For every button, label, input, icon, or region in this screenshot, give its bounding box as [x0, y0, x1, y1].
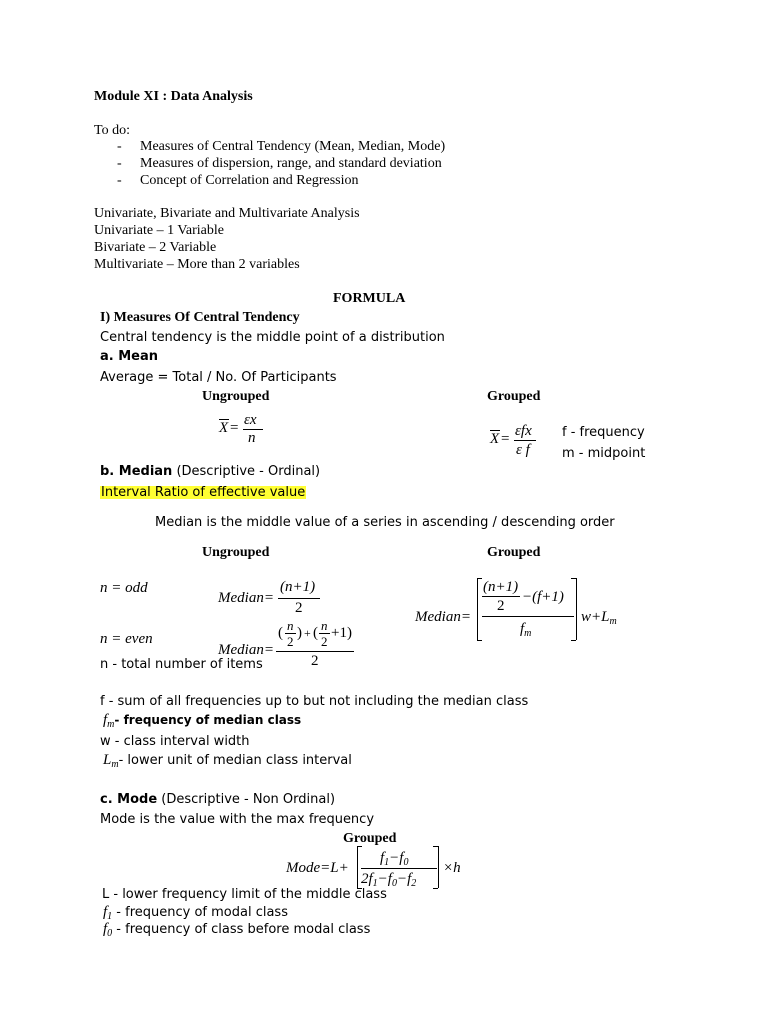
formula-tail: ×h — [443, 860, 461, 876]
median-word: Median= — [218, 590, 274, 606]
section-title: I) Measures Of Central Tendency — [100, 310, 300, 325]
formula-subscript: 0 — [403, 857, 409, 868]
formula-operator: = — [230, 420, 239, 436]
median-word: Median= — [415, 609, 471, 625]
n-even-label: n = even — [100, 631, 153, 647]
l-note: L - lower frequency limit of the middle class — [102, 887, 387, 902]
legend-frequency: f - frequency — [562, 425, 645, 440]
formula-numerator: n — [321, 618, 328, 633]
formula-numerator: n — [287, 618, 294, 633]
formula-denominator: 2 — [287, 634, 294, 649]
formula-denominator: ε f — [516, 442, 530, 458]
formula-symbol: f — [380, 850, 385, 866]
median-grouped-label: Grouped — [487, 545, 541, 560]
todo-bullet: - — [117, 139, 122, 154]
paren: ( — [278, 625, 283, 641]
analysis-heading: Univariate, Bivariate and Multivariate Analysis — [94, 206, 360, 221]
formula-subscript: 0 — [107, 928, 113, 939]
mode-title: c. Mode — [100, 792, 158, 807]
formula-subscript: 1 — [372, 878, 378, 889]
analysis-line: Univariate – 1 Variable — [94, 223, 224, 238]
bracket-right-bottom — [433, 888, 438, 889]
formula-operator: = — [501, 431, 510, 447]
n-odd-label: n = odd — [100, 580, 148, 596]
bracket-right-top — [571, 578, 576, 579]
formula-symbol: −f — [396, 871, 412, 887]
f0-note: - frequency of class before modal class — [112, 922, 371, 937]
fm-note: - frequency of median class — [114, 713, 302, 727]
paren: ( — [313, 625, 318, 641]
median-ungrouped-label: Ungrouped — [202, 545, 270, 560]
formula-lhs: Mode=L+ — [286, 860, 349, 876]
fraction-bar — [482, 596, 520, 597]
fraction-bar — [514, 440, 536, 441]
section-description: Central tendency is the middle point of a distribution — [100, 330, 445, 345]
f0-note-line — [103, 921, 370, 939]
analysis-line: Multivariate – More than 2 variables — [94, 257, 300, 272]
bracket-left-top — [477, 578, 482, 579]
bracket-right — [438, 846, 439, 888]
mean-description: Average = Total / No. Of Participants — [100, 370, 337, 385]
formula-numerator — [380, 851, 408, 868]
formula-denominator: 2 — [295, 600, 303, 616]
formula-symbol: f — [103, 921, 108, 937]
fraction-bar — [361, 868, 437, 869]
formula-numerator: (n+1) — [280, 579, 316, 595]
mode-description: Mode is the value with the max frequency — [100, 812, 375, 827]
lm-note: - lower unit of median class interval — [118, 753, 352, 768]
mean-grouped-label: Grouped — [487, 389, 541, 404]
f1-note: - frequency of modal class — [112, 905, 288, 920]
lm-note-line — [103, 752, 352, 770]
mode-grouped-label: Grouped — [343, 831, 397, 846]
formula-title: FORMULA — [333, 291, 406, 306]
fraction-bar — [276, 651, 354, 652]
formula-symbol: L — [103, 752, 112, 768]
formula-symbol: −f — [389, 850, 404, 866]
formula-symbol: f — [103, 904, 108, 920]
f1-note-line — [103, 904, 288, 922]
n-note: n - total number of items — [100, 657, 263, 672]
module-title: Module XI : Data Analysis — [94, 89, 253, 104]
formula-tail: −(f+1) — [522, 589, 564, 605]
formula-denominator: 2 — [311, 653, 319, 669]
f-note: f - sum of all frequencies up to but not including the median class — [100, 694, 529, 709]
median-title: b. Median — [100, 464, 173, 479]
bracket-left — [357, 846, 358, 888]
formula-numerator: εfx — [515, 423, 532, 439]
formula-denominator — [520, 622, 531, 639]
mean-title: a. Mean — [100, 349, 159, 364]
bracket-left-bottom — [477, 640, 482, 641]
formula-subscript: 0 — [391, 878, 397, 889]
median-word: Median= — [218, 642, 274, 658]
highlighted-note: Interval Ratio of effective value — [101, 485, 306, 500]
formula-tail: +1) — [331, 625, 352, 641]
formula-symbol: −f — [377, 871, 392, 887]
todo-item: Measures of Central Tendency (Mean, Median, Mode) — [140, 139, 446, 154]
formula-denominator: 2 — [321, 634, 328, 649]
w-note: w - class interval width — [100, 734, 250, 749]
formula-operator: + — [304, 626, 311, 640]
formula-denominator: 2 — [497, 598, 505, 614]
median-description: Median is the middle value of a series in ascending / descending order — [155, 515, 615, 530]
formula-subscript: m — [107, 719, 115, 730]
todo-item: Measures of dispersion, range, and standard deviation — [140, 156, 442, 171]
median-title-line — [100, 465, 320, 478]
bracket-left-top — [357, 846, 362, 847]
fm-note-line — [103, 712, 301, 730]
paren: ) — [297, 625, 302, 641]
formula-subscript: m — [524, 628, 532, 639]
formula-tail — [581, 610, 617, 627]
fraction-bar — [482, 616, 574, 617]
formula-subscript: 1 — [107, 911, 113, 922]
formula-symbol: 2f — [361, 871, 373, 887]
median-title-note: (Descriptive - Ordinal) — [172, 464, 321, 479]
mode-title-line — [100, 793, 335, 806]
formula-symbol: f — [520, 621, 525, 637]
bracket-left — [477, 578, 478, 640]
mean-ungrouped-label: Ungrouped — [202, 389, 270, 404]
formula-numerator: εx — [244, 412, 257, 428]
todo-bullet: - — [117, 173, 122, 188]
formula-denominator: n — [248, 430, 256, 446]
bracket-right — [576, 578, 577, 640]
todo-label: To do: — [94, 123, 130, 138]
todo-bullet: - — [117, 156, 122, 171]
formula-symbol: w+L — [581, 609, 610, 625]
todo-item: Concept of Correlation and Regression — [140, 173, 359, 188]
formula-subscript: m — [111, 759, 119, 770]
formula-symbol: X — [219, 420, 229, 436]
bracket-right-top — [433, 846, 438, 847]
mode-title-note: (Descriptive - Non Ordinal) — [157, 792, 336, 807]
analysis-line: Bivariate – 2 Variable — [94, 240, 217, 255]
formula-symbol: f — [103, 712, 108, 728]
formula-numerator: (n+1) — [483, 579, 519, 595]
legend-midpoint: m - midpoint — [562, 446, 646, 461]
formula-subscript: m — [609, 616, 617, 627]
formula-subscript: 1 — [384, 857, 390, 868]
bracket-right-bottom — [571, 640, 576, 641]
formula-symbol: X — [490, 431, 500, 447]
formula-subscript: 2 — [411, 878, 417, 889]
fraction-bar — [278, 598, 320, 599]
